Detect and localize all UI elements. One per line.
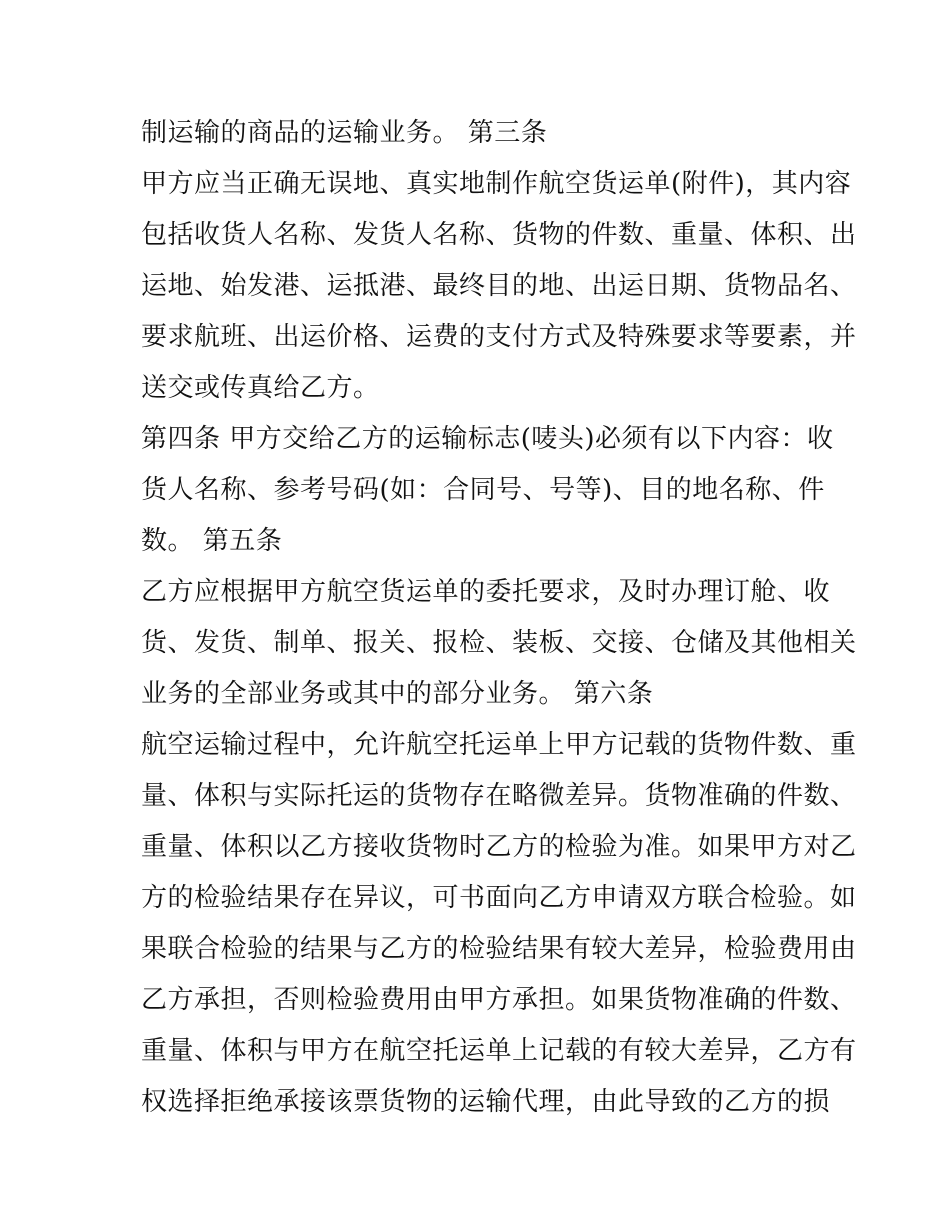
text-line: 货、发货、制单、报关、报检、装板、交接、仓储及其他相关 (141, 628, 857, 658)
text-line: 制运输的商品的运输业务。 第三条 (141, 118, 548, 148)
text-line: 数。 第五条 (141, 526, 283, 556)
text-line: 航空运输过程中，允许航空托运单上甲方记载的货物件数、重 (141, 730, 857, 760)
text-line: 乙方应根据甲方航空货运单的委托要求，及时办理订舱、收 (141, 577, 831, 607)
text-line: 果联合检验的结果与乙方的检验结果有较大差异，检验费用由 (141, 934, 857, 964)
text-line: 送交或传真给乙方。 (141, 373, 380, 403)
text-line: 运地、始发港、运抵港、最终目的地、出运日期、货物品名、 (141, 271, 857, 301)
text-line: 重量、体积与甲方在航空托运单上记载的有较大差异，乙方有 (141, 1036, 857, 1066)
text-line: 货人名称、参考号码(如：合同号、号等)、目的地名称、件 (141, 475, 825, 505)
text-line: 要求航班、出运价格、运费的支付方式及特殊要求等要素，并 (141, 322, 857, 352)
text-line: 量、体积与实际托运的货物存在略微差异。货物准确的件数、 (141, 781, 857, 811)
text-line: 乙方承担，否则检验费用由甲方承担。如果货物准确的件数、 (141, 985, 857, 1015)
text-line: 重量、体积以乙方接收货物时乙方的检验为准。如果甲方对乙 (141, 832, 857, 862)
text-line: 业务的全部业务或其中的部分业务。 第六条 (141, 679, 654, 709)
contract-body-text (141, 108, 857, 1128)
text-line: 第四条 甲方交给乙方的运输标志(唛头)必须有以下内容：收 (141, 424, 834, 454)
text-line: 包括收货人名称、发货人名称、货物的件数、重量、体积、出 (141, 220, 857, 250)
text-line: 方的检验结果存在异议，可书面向乙方申请双方联合检验。如 (141, 883, 857, 913)
text-line: 权选择拒绝承接该票货物的运输代理，由此导致的乙方的损 (141, 1087, 831, 1117)
text-line: 甲方应当正确无误地、真实地制作航空货运单(附件)，其内容 (141, 169, 852, 199)
